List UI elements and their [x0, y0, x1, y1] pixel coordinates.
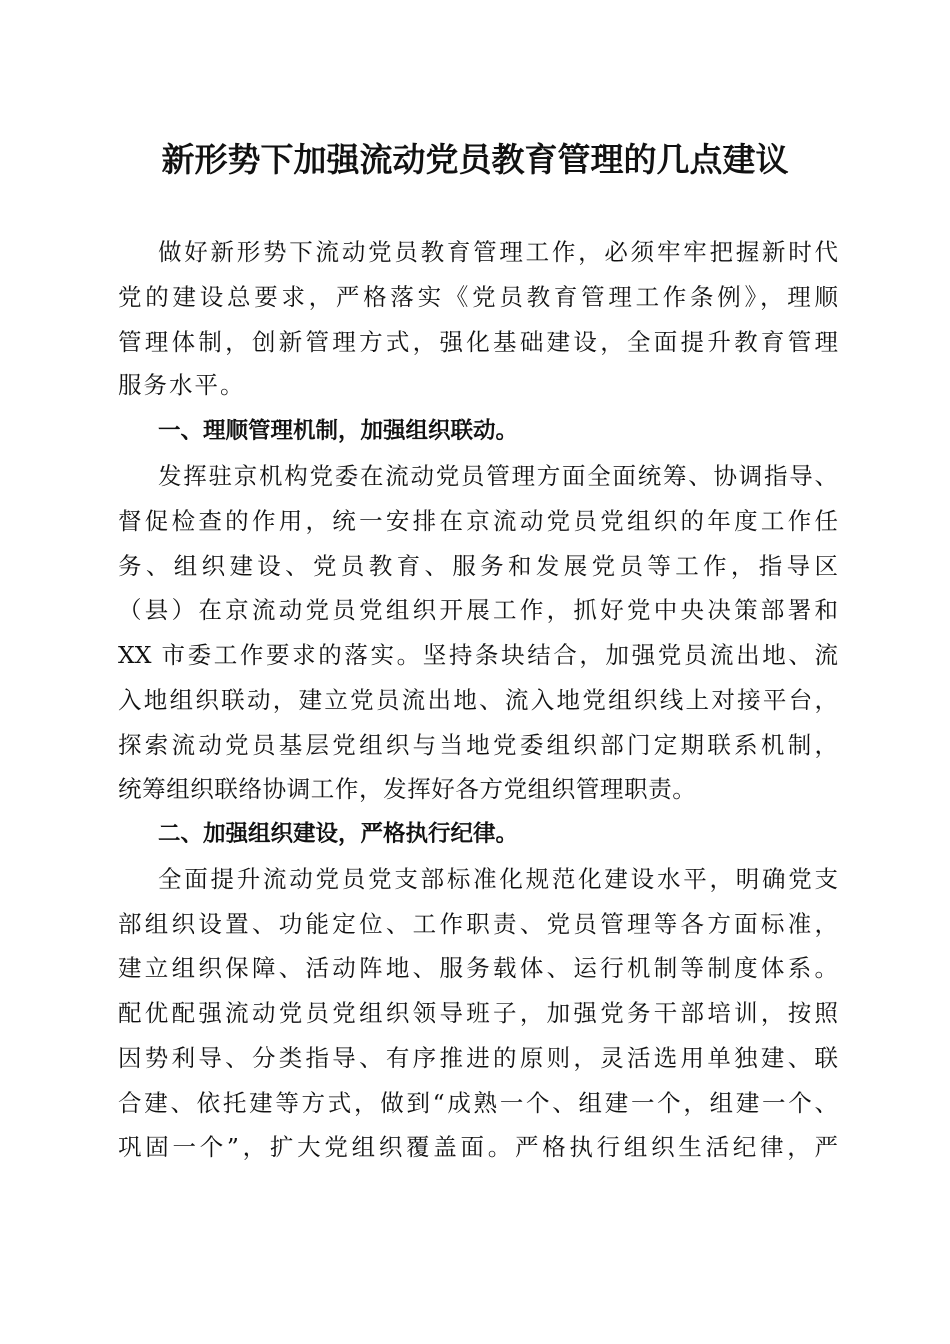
section-heading-1: 一、理顺管理机制，加强组织联动。: [158, 418, 519, 444]
section-2-paragraph-line: 建立组织保障、活动阵地、服务载体、运行机制等制度体系。: [118, 954, 838, 982]
section-heading-2: 二、加强组织建设，严格执行纪律。: [158, 821, 519, 847]
section-2-paragraph-line: 配优配强流动党员党组织领导班子，加强党务干部培训，按照: [118, 999, 838, 1027]
section-1-paragraph-line: 督促检查的作用，统一安排在京流动党员党组织的年度工作任: [118, 507, 838, 535]
section-1-paragraph-line: 统筹组织联络协调工作，发挥好各方党组织管理职责。: [118, 775, 697, 803]
section-2-paragraph-line: 巩固一个”，扩大党组织覆盖面。严格执行组织生活纪律，严: [118, 1133, 838, 1161]
section-1-paragraph-line: 入地组织联动，建立党员流出地、流入地党组织线上对接平台，: [118, 686, 838, 714]
document-title: 新形势下加强流动党员教育管理的几点建议: [161, 140, 789, 179]
paragraph-intro-line: 管理体制，创新管理方式，强化基础建设，全面提升教育管理: [118, 328, 838, 356]
section-1-paragraph-line: 发挥驻京机构党委在流动党员管理方面全面统筹、协调指导、: [158, 462, 838, 490]
section-1-paragraph-line: XX 市委工作要求的落实。坚持条块结合，加强党员流出地、流: [118, 641, 838, 669]
section-2-paragraph-line: 部组织设置、功能定位、工作职责、党员管理等各方面标准，: [118, 910, 838, 938]
section-1-paragraph-line: 探索流动党员基层党组织与当地党委组织部门定期联系机制，: [118, 731, 838, 759]
section-2-paragraph-line: 全面提升流动党员党支部标准化规范化建设水平，明确党支: [158, 865, 838, 893]
section-2-paragraph-line: 因势利导、分类指导、有序推进的原则，灵活选用单独建、联: [118, 1044, 838, 1072]
section-2-paragraph-line: 合建、依托建等方式，做到“成熟一个、组建一个，组建一个、: [118, 1089, 838, 1117]
section-1-paragraph-line: 务、组织建设、党员教育、服务和发展党员等工作，指导区: [118, 552, 838, 580]
section-1-paragraph-line: （县）在京流动党员党组织开展工作，抓好党中央决策部署和: [118, 596, 838, 624]
paragraph-intro-line: 党的建设总要求，严格落实《党员教育管理工作条例》，理顺: [118, 283, 838, 311]
paragraph-intro-line: 做好新形势下流动党员教育管理工作，必须牢牢把握新时代: [158, 238, 838, 266]
paragraph-intro-line: 服务水平。: [118, 371, 246, 399]
